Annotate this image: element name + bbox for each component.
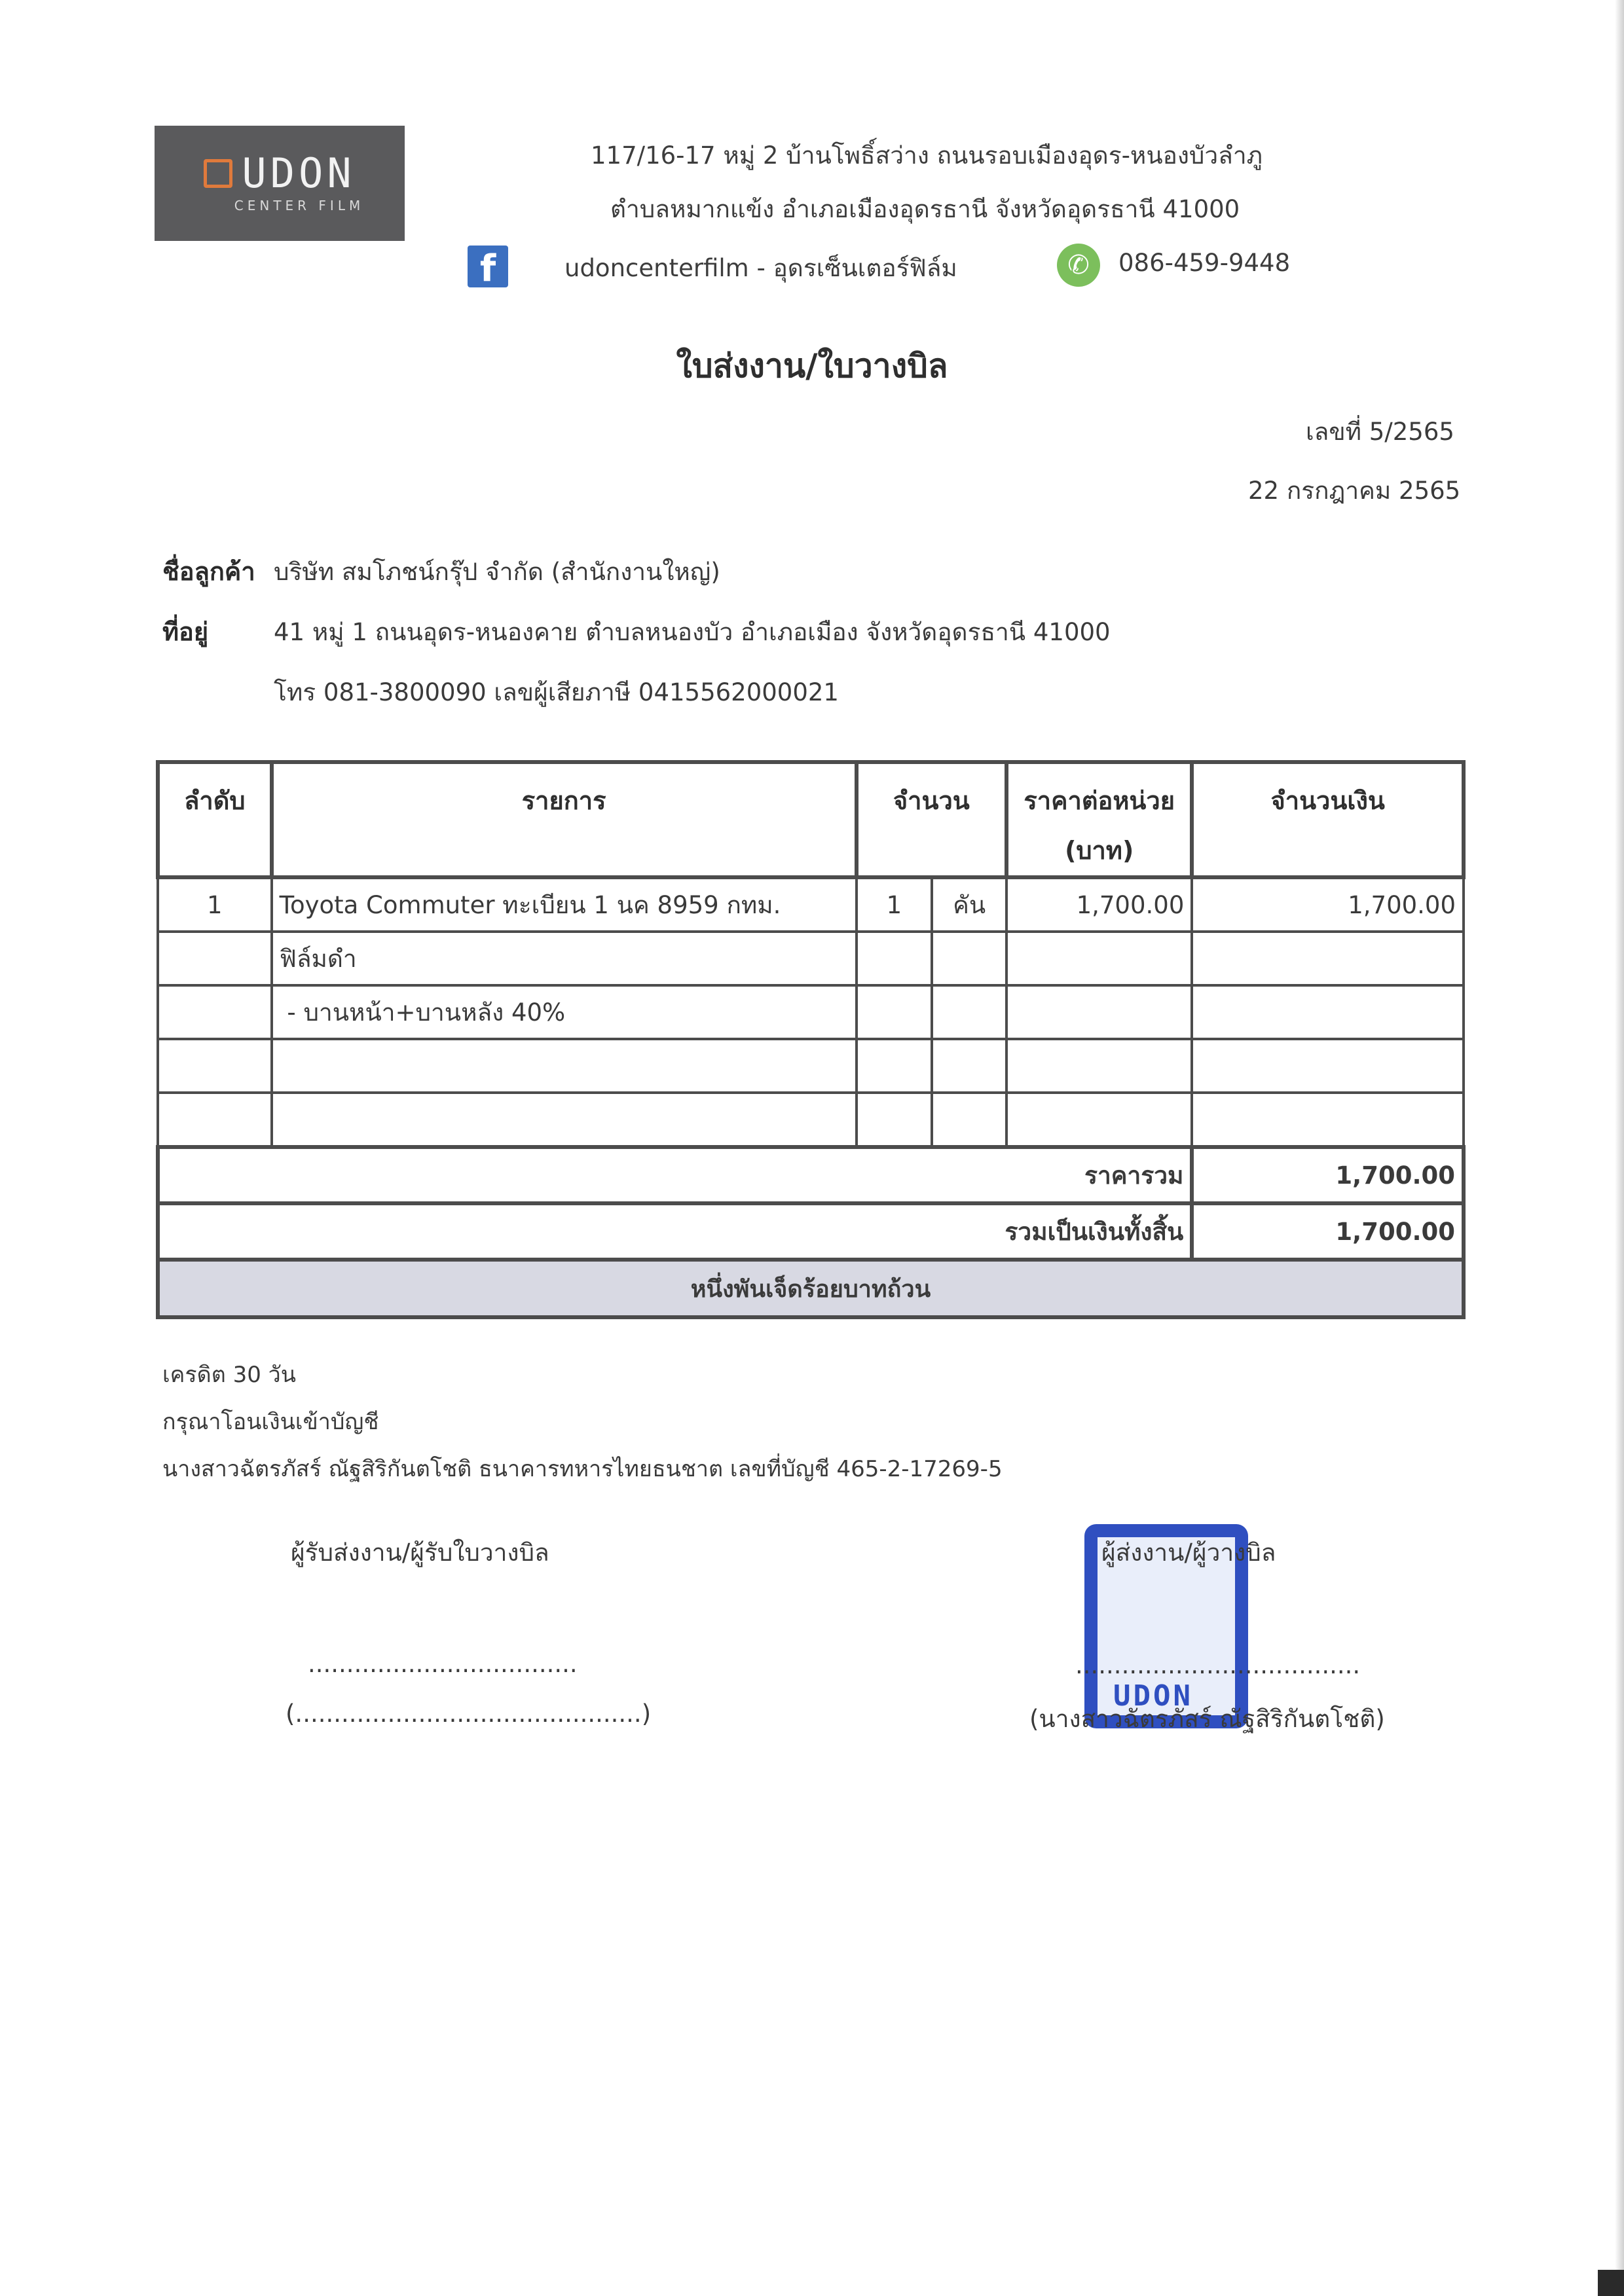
- row-qty: [857, 1093, 932, 1147]
- customer-name: บริษัท สมโภชน์กรุ๊ป จำกัด (สำนักงานใหญ่): [274, 558, 720, 586]
- facebook-icon: f: [468, 246, 508, 287]
- company-phone: 086-459-9448: [1118, 249, 1291, 277]
- row-amount: [1192, 932, 1464, 985]
- row-price: [1006, 1039, 1192, 1093]
- row-qty: 1: [857, 877, 932, 932]
- header-item: รายการ: [272, 762, 857, 877]
- transfer-instruction: กรุณาโอนเงินเข้าบัญชี: [162, 1409, 379, 1435]
- table-header-row: [158, 762, 1464, 877]
- table-row: [158, 1039, 1464, 1093]
- facebook-page: udoncenterfilm - อุดรเซ็นเตอร์ฟิล์ม: [564, 254, 957, 282]
- row-unit: คัน: [932, 877, 1006, 932]
- sender-name: (นางสาวฉัตรภัสร์ ณัฐสิริกันตโชติ): [1029, 1705, 1385, 1733]
- row-item: ฟิล์มดำ: [272, 932, 857, 985]
- row-unit: [932, 1039, 1006, 1093]
- row-amount: [1192, 985, 1464, 1039]
- total-row: [158, 1203, 1464, 1260]
- row-no: [158, 985, 272, 1039]
- row-amount: 1,700.00: [1192, 877, 1464, 932]
- row-item: - บานหน้า+บานหลัง 40%: [272, 985, 857, 1039]
- document-title: ใบส่งงาน/ใบวางบิล: [676, 347, 948, 385]
- logo-mark-icon: [204, 159, 232, 188]
- table-row: [158, 1093, 1464, 1147]
- subtotal-row: [158, 1147, 1464, 1203]
- row-item: [272, 1039, 857, 1093]
- document-date: 22 กรกฎาคม 2565: [1248, 477, 1461, 505]
- row-price: 1,700.00: [1006, 877, 1192, 932]
- receiver-label: ผู้รับส่งงาน/ผู้รับใบวางบิล: [291, 1539, 549, 1567]
- row-item: [272, 1093, 857, 1147]
- header-unit-price: ราคาต่อหน่วย (บาท): [1006, 762, 1192, 877]
- row-unit: [932, 932, 1006, 985]
- receiver-name: (.............................................): [286, 1700, 652, 1728]
- row-price: [1006, 1093, 1192, 1147]
- table-row: [158, 932, 1464, 985]
- document-number: เลขที่ 5/2565: [1306, 418, 1454, 446]
- table-row: [158, 877, 1464, 932]
- row-unit: [932, 1093, 1006, 1147]
- total-label: รวมเป็นเงินทั้งสิ้น: [158, 1203, 1192, 1260]
- sender-label: ผู้ส่งงาน/ผู้วางบิล: [1101, 1539, 1276, 1567]
- header-no: ลำดับ: [158, 762, 272, 877]
- company-address-line1: 117/16-17 หมู่ 2 บ้านโพธิ์สว่าง ถนนรอบเมืองอุดร-หนองบัวลำภู: [591, 141, 1263, 170]
- header-amount: จำนวนเงิน: [1192, 762, 1464, 877]
- row-price: [1006, 932, 1192, 985]
- company-address-line2: ตำบลหมากแข้ง อำเภอเมืองอุดรธานี จังหวัดอุดรธานี 41000: [610, 195, 1240, 223]
- row-amount: [1192, 1039, 1464, 1093]
- company-logo: [155, 126, 405, 241]
- row-qty: [857, 932, 932, 985]
- subtotal-value: 1,700.00: [1192, 1147, 1464, 1203]
- bank-account: นางสาวฉัตรภัสร์ ณัฐสิริกันตโชติ ธนาคารทหารไทยธนชาต เลขที่บัญชี 465-2-17269-5: [162, 1456, 1003, 1482]
- credit-terms: เครดิต 30 วัน: [162, 1362, 296, 1388]
- customer-name-label: ชื่อลูกค้า: [162, 557, 255, 586]
- customer-address: 41 หมู่ 1 ถนนอุดร-หนองคาย ตำบลหนองบัว อำเภอเมือง จังหวัดอุดรธานี 41000: [274, 618, 1111, 646]
- customer-address-label: ที่อยู่: [162, 617, 209, 646]
- subtotal-label: ราคารวม: [158, 1147, 1192, 1203]
- row-qty: [857, 1039, 932, 1093]
- logo-subtext: CENTER FILM: [234, 198, 365, 213]
- row-qty: [857, 985, 932, 1039]
- row-no: [158, 1093, 272, 1147]
- scan-edge-shadow: [1615, 0, 1624, 2296]
- receiver-signature-line: ...................................: [308, 1650, 578, 1678]
- total-value: 1,700.00: [1192, 1203, 1464, 1260]
- items-table: [156, 760, 1466, 1319]
- header-qty: จำนวน: [857, 762, 1006, 877]
- total-words-row: [158, 1260, 1464, 1317]
- row-price: [1006, 985, 1192, 1039]
- scan-corner-mark: [1598, 2270, 1624, 2296]
- row-amount: [1192, 1093, 1464, 1147]
- row-item: Toyota Commuter ทะเบียน 1 นค 8959 กทม.: [272, 877, 857, 932]
- row-no: [158, 932, 272, 985]
- phone-icon: ✆: [1057, 244, 1100, 287]
- customer-contact: โทร 081-3800090 เลขผู้เสียภาษี 0415562000021: [274, 678, 839, 706]
- sender-signature-line: .....................................: [1075, 1651, 1361, 1679]
- table-row: [158, 985, 1464, 1039]
- row-no: [158, 1039, 272, 1093]
- stamp-text: UDON: [1113, 1679, 1193, 1713]
- total-in-words: หนึ่งพันเจ็ดร้อยบาทถ้วน: [158, 1260, 1464, 1317]
- logo-text: UDON: [242, 149, 356, 197]
- row-unit: [932, 985, 1006, 1039]
- row-no: 1: [158, 877, 272, 932]
